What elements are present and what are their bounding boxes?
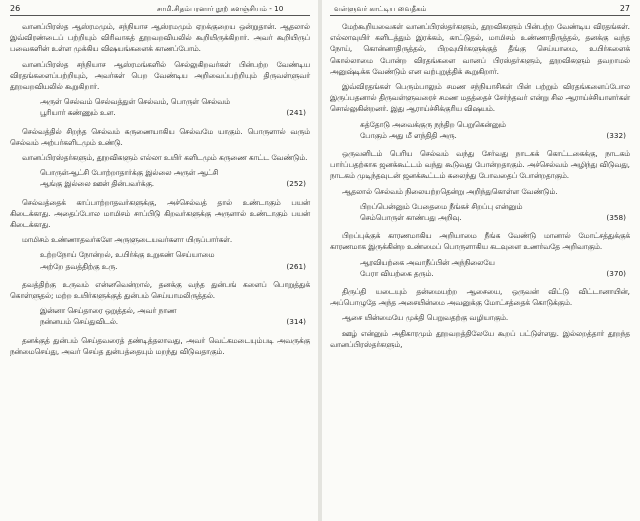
kural-verse bbox=[360, 257, 630, 279]
right-page bbox=[322, 0, 640, 521]
paragraph-line: சமண மதத்தைச் சேர்ந்தவர் என்று சில ஆராய்ச்சியாளர்கள் bbox=[438, 93, 630, 103]
paragraph bbox=[10, 197, 310, 231]
paragraph-line: சொல்லுகின்றனர். இது ஆராய்ச்சிக்குரிய விஷயம். bbox=[330, 104, 496, 114]
verse-line: பேரா வியற்கை தரும். bbox=[360, 268, 434, 278]
paragraph bbox=[330, 186, 630, 197]
paragraph-line: கொட்டகைக்கு, நாடகம் பார்ப்பதற்காக ஜனக்கூட்டம் வந்து bbox=[330, 149, 630, 170]
paragraph-line: தனக்குத் துன்பம் செய்தவரைத் தண்டித்தலாவது, அவர் bbox=[22, 335, 206, 345]
left-page-running-title: சாமி.சிதம்பரனார் நூற் களஞ்சியம் - 10 bbox=[156, 4, 284, 13]
paragraph bbox=[330, 81, 630, 115]
verse-line: அற்றே தவத்திற்கு உரு. bbox=[40, 261, 118, 271]
kural-verse bbox=[40, 305, 310, 327]
paragraph bbox=[10, 59, 310, 93]
left-page bbox=[0, 0, 318, 521]
verse-number: (370) bbox=[606, 268, 626, 278]
paragraph-line: ஏறக்குறைய ஒன்றுதான். ஆதலால் இவ்விரண்டைப் பற்றியும் bbox=[10, 22, 310, 43]
verse-number: (261) bbox=[286, 261, 306, 271]
paragraph-line: கருணை காட்ட வேண்டும். bbox=[218, 153, 308, 163]
paragraph-line: பின்பற்ற வேண்டிய விரதங்களைப்பற்றியும், அவர்கள் பெற bbox=[10, 59, 310, 80]
right-page-header bbox=[330, 4, 630, 16]
paragraph bbox=[330, 230, 630, 252]
verse-line: நன்னயம் செய்துவிடல். bbox=[40, 317, 119, 327]
verse-number: (332) bbox=[606, 130, 626, 140]
verse-number: (358) bbox=[606, 213, 626, 223]
paragraph-line: மேற்கூறியவைகள் வானப்பிரஸ்தர்களும், தூறவிகளும் bbox=[342, 22, 523, 31]
paragraph-line: கொன்னாதிருத்தல், பிறவுயிர்களுக்குத் தீங்கு செய்யாமை, bbox=[363, 44, 579, 54]
paragraph-line: மோட்சத்தைக் கொடுக்கும். bbox=[484, 298, 573, 308]
paragraph-line: முடிந்தவுடன் ஜனக்கூட்டம் கலைந்து போவதைப் போன்றதாகும். bbox=[357, 171, 570, 181]
verse-line: போகும் அது மீ ளந்திதி அரு. bbox=[360, 130, 457, 140]
paragraph-line: ஒருவனிடம் பெரிய செல்வம் வந்து சேர்வது நாடகக் bbox=[342, 149, 540, 159]
paragraph-line: வேண்டும். bbox=[521, 186, 558, 196]
verse-number: (314) bbox=[286, 317, 306, 327]
verse-line: செம்பொருள் காண்பது அறிவு. bbox=[360, 213, 462, 223]
verse-line: பொருள்ஆட்சி போற்றாதார்க்கு இல்லை அருள் ஆட்சி bbox=[40, 168, 219, 178]
kural-verse bbox=[360, 119, 630, 141]
paragraph bbox=[330, 328, 630, 350]
paragraph bbox=[330, 148, 630, 182]
left-page-header bbox=[10, 4, 310, 16]
paragraph-line: பற்றும் விரதங்களைப்போல இருப்பதனால் திருவள்ளுவரைச் bbox=[330, 82, 630, 103]
kural-verse bbox=[40, 249, 310, 271]
paragraph-line: பிறப்புக்குக் காரணமாகிய அறியாமை நீங்க வேண்டு bbox=[342, 231, 537, 241]
paragraph-line: கூறுகிறார். bbox=[64, 82, 100, 92]
verse-line: பூரியார் கண்ணும் உள. bbox=[40, 108, 116, 118]
paragraph-line: பின்பற்ற வேண்டிய விரதங்கள். எல்லாவுயிர் களிடத்தும் இரக்கம், bbox=[330, 22, 630, 43]
paragraph-line: கூடுவது போன்றதாகும். அச்செல்வம் அழிந்து விடுவது, நாடகம் bbox=[330, 160, 630, 181]
verse-line: பிறப்பென்னும் பேதைமை நீங்கச் சிறப்பு என்னும் bbox=[360, 201, 523, 211]
kural-verse bbox=[360, 201, 630, 223]
paragraph-line: களைப் பொறுத்துக் கொள்ளுதல்; மற்ற உயிர்களுக்குத் துன்பம் bbox=[10, 279, 310, 301]
paragraph bbox=[330, 286, 630, 308]
paragraph-line: காட்டுதல், மாமிசம் உண்ணாதிருத்தல், தனக்கு வந்த நோய், bbox=[330, 33, 631, 54]
paragraph-line: துன்பத்தையும் மறந்து விடுவதாகும். bbox=[105, 346, 225, 356]
paragraph-line: செல்வத்தில் சிறந்த செல்வம் கருணையாகிய செல்வமே bbox=[22, 126, 214, 136]
paragraph-line: பொருளாகிய கடவுளை உணர்வதே அறிவாகும். bbox=[443, 242, 603, 252]
left-page-body bbox=[10, 21, 310, 357]
right-page-running-title: வள்ளுவர் காட்டிய வைதீகம் bbox=[334, 4, 427, 13]
paragraph-line: யாகும். பொருளால் வரும் செல்வம் அற்பர்களிடமும் உண்டு. bbox=[10, 126, 310, 147]
verse-line: உற்றநோய் நோன்றல், உயிர்க்கு உறுகண் செய்யாமை bbox=[40, 250, 215, 260]
paragraph bbox=[10, 126, 310, 148]
paragraph-line: செல்வத்தைக் காப்பாற்றாதவர்களுக்கு, அச்செல்வத் தால் bbox=[22, 197, 233, 207]
paragraph-line: செய்யாமலிருத்தல். bbox=[151, 291, 216, 301]
right-page-number: 27 bbox=[619, 4, 630, 13]
paragraph bbox=[330, 21, 630, 77]
paragraph-line: என வற்புறுத்திக் கூறுகிறார். bbox=[408, 66, 499, 76]
paragraph-line: பட்டுள்ளது. இல்லறத்தார் தூறந்த வானப்பிரஸ்தர்களும், bbox=[330, 328, 631, 349]
paragraph-line: விட்டானாயின், அப்பொழுதே அந்த அசையின்மை அவனுக்கு bbox=[330, 287, 630, 308]
paragraph-line: யிருப்பார்கள். bbox=[185, 235, 233, 245]
kural-verse bbox=[40, 96, 310, 118]
verse-line: ஆங்கு இல்லை ஊன் தின்பவர்க்கு. bbox=[40, 179, 155, 189]
verse-number: (241) bbox=[286, 108, 306, 118]
paragraph-line: விரிவாகத் தூறவறவியலில் கூறியிருக்கிறார். அவர் கூறியிருப் bbox=[100, 33, 310, 43]
paragraph bbox=[10, 335, 310, 357]
paragraph-line: உயிர்களைக் கொல்லாமை போன்ற விரதங்களை வானப் bbox=[330, 44, 630, 65]
verse-number: (252) bbox=[286, 179, 306, 189]
paragraph-line: பவைகளின் உள்ள முக்கிய விஷயங்களைக் காணப்போம். bbox=[10, 44, 201, 54]
paragraph-line: வானப்பிரஸ்த சந்நியாச ஆஸ்ரமங்களில் செல்லுகிறவர்கள் bbox=[22, 59, 231, 69]
paragraph-line: மாமிசம் உண்ணாதவர்களே அருளுடையவர்களா bbox=[22, 235, 184, 245]
kural-verse bbox=[40, 167, 310, 189]
paragraph bbox=[330, 312, 630, 323]
right-page-body bbox=[330, 21, 630, 350]
paragraph bbox=[10, 279, 310, 301]
paragraph-line: ஆசை யின்மையே முக்தி பெறுவதற்கு வழியாகும். bbox=[342, 313, 509, 323]
verse-line: சுத்தோடு அவைக்குரு நந்திற பெறுகென்னும் bbox=[360, 119, 506, 129]
verse-line: இன்னா செய்தாரை ஒறுத்தல், அவர் நாண bbox=[40, 306, 177, 316]
verse-line: அருள் செல்வம் செல்வத்துள் செல்வம், பொருள் செல்வம் bbox=[40, 97, 230, 107]
paragraph-line: இவ்விரதங்கள் பெரும்பாலும் சமண சந்நியாசிகள் பின் bbox=[342, 82, 531, 92]
paragraph-line: வெட்கமடையும்படி அவருக்கு நன்மைசெய்து, அவர் செய்த bbox=[10, 335, 311, 356]
paragraph-line: தவத்திற்கு உருவம் என்னவென்றால், தனக்கு வந்த துன்பங் bbox=[22, 279, 237, 289]
paragraph-line: வானப்பிரஸ்தர்களும், தூறவிகளும் எல்லா உயிர் களிடமும் bbox=[22, 153, 217, 163]
paragraph-line: கிறவர்களுக்கு அருளால் உண்டாகும் பயன் கிடைக்காது. bbox=[10, 208, 310, 230]
paragraph-line: ஊழ் என்னும் அதிகாரமும் தூறவறத்திலேயே கூறப் bbox=[342, 328, 516, 338]
paragraph-line: வேண்டிய அறிவைப்பற்றியும் திருவள்ளுவர் தூறவறவியலில் bbox=[10, 70, 311, 92]
paragraph-line: பிரஸ்தர்களும், தூறவிகளும் தவறாமல் அனுஷ்டிக்க வேண்டும் bbox=[330, 55, 630, 76]
paragraph bbox=[10, 234, 310, 245]
paragraph bbox=[10, 152, 310, 163]
verse-line: ஆரவியற்கை அவாநீப்பின் அந்நிலையே bbox=[360, 257, 495, 267]
paragraph bbox=[10, 21, 310, 55]
paragraph-line: ஆதலால் செல்வம் நிலையற்றதென்று அறிந்துகொள்ள bbox=[342, 186, 520, 196]
paragraph-line: மானால் மோட்சத்துக்குக் காரணமாக இருக்கின்ற உண்மைப் bbox=[330, 231, 630, 252]
paragraph-line: வானப்பிரஸ்த ஆஸ்ரமமும், சந்நியாச ஆஸ்ரமமும் bbox=[22, 22, 192, 31]
paragraph-line: உண்டாகும் பயன் கிடைக்காது. அதைப்போல மாமிசம் சாப்பிடு bbox=[10, 197, 310, 218]
left-page-number: 26 bbox=[10, 4, 21, 13]
paragraph-line: திருப்தி யடையும் தன்மையற்ற ஆசையை, ஒருவன் விட்டு bbox=[342, 287, 569, 297]
